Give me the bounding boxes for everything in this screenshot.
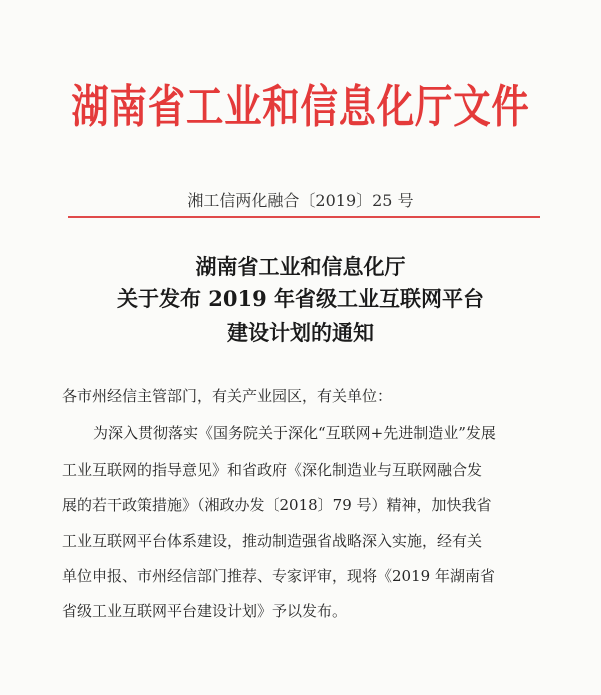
document-masthead: 湖南省工业和信息化厅文件 [71,80,530,133]
body-paragraph-line-5: 单位申报、市州经信部门推荐、专家评审，现将《2019 年湖南省 [62,567,495,585]
salutation: 各市州经信主管部门，有关产业园区，有关单位： [62,387,393,405]
body-paragraph-line-3: 展的若干政策措施》（湘政办发〔2018〕79 号）精神，加快我省 [62,496,492,514]
body-paragraph-line-6: 省级工业互联网平台建设计划》予以发布。 [62,602,348,620]
body-paragraph-line-1: 为深入贯彻落实《国务院关于深化“互联网+先进制造业”发展 [93,424,496,442]
body-paragraph-line-2: 工业互联网的指导意见》和省政府《深化制造业与互联网融合发 [62,461,483,479]
red-divider-line [68,216,540,218]
document-number: 湘工信两化融合〔2019〕25 号 [187,191,414,210]
document-title-line-1: 湖南省工业和信息化厅 [195,254,406,279]
document-title-line-2: 关于发布 2019 年省级工业互联网平台 [116,286,485,311]
document-title-line-3: 建设计划的通知 [227,320,374,345]
body-paragraph-line-4: 工业互联网平台体系建设，推动制造强省战略深入实施，经有关 [62,532,483,550]
